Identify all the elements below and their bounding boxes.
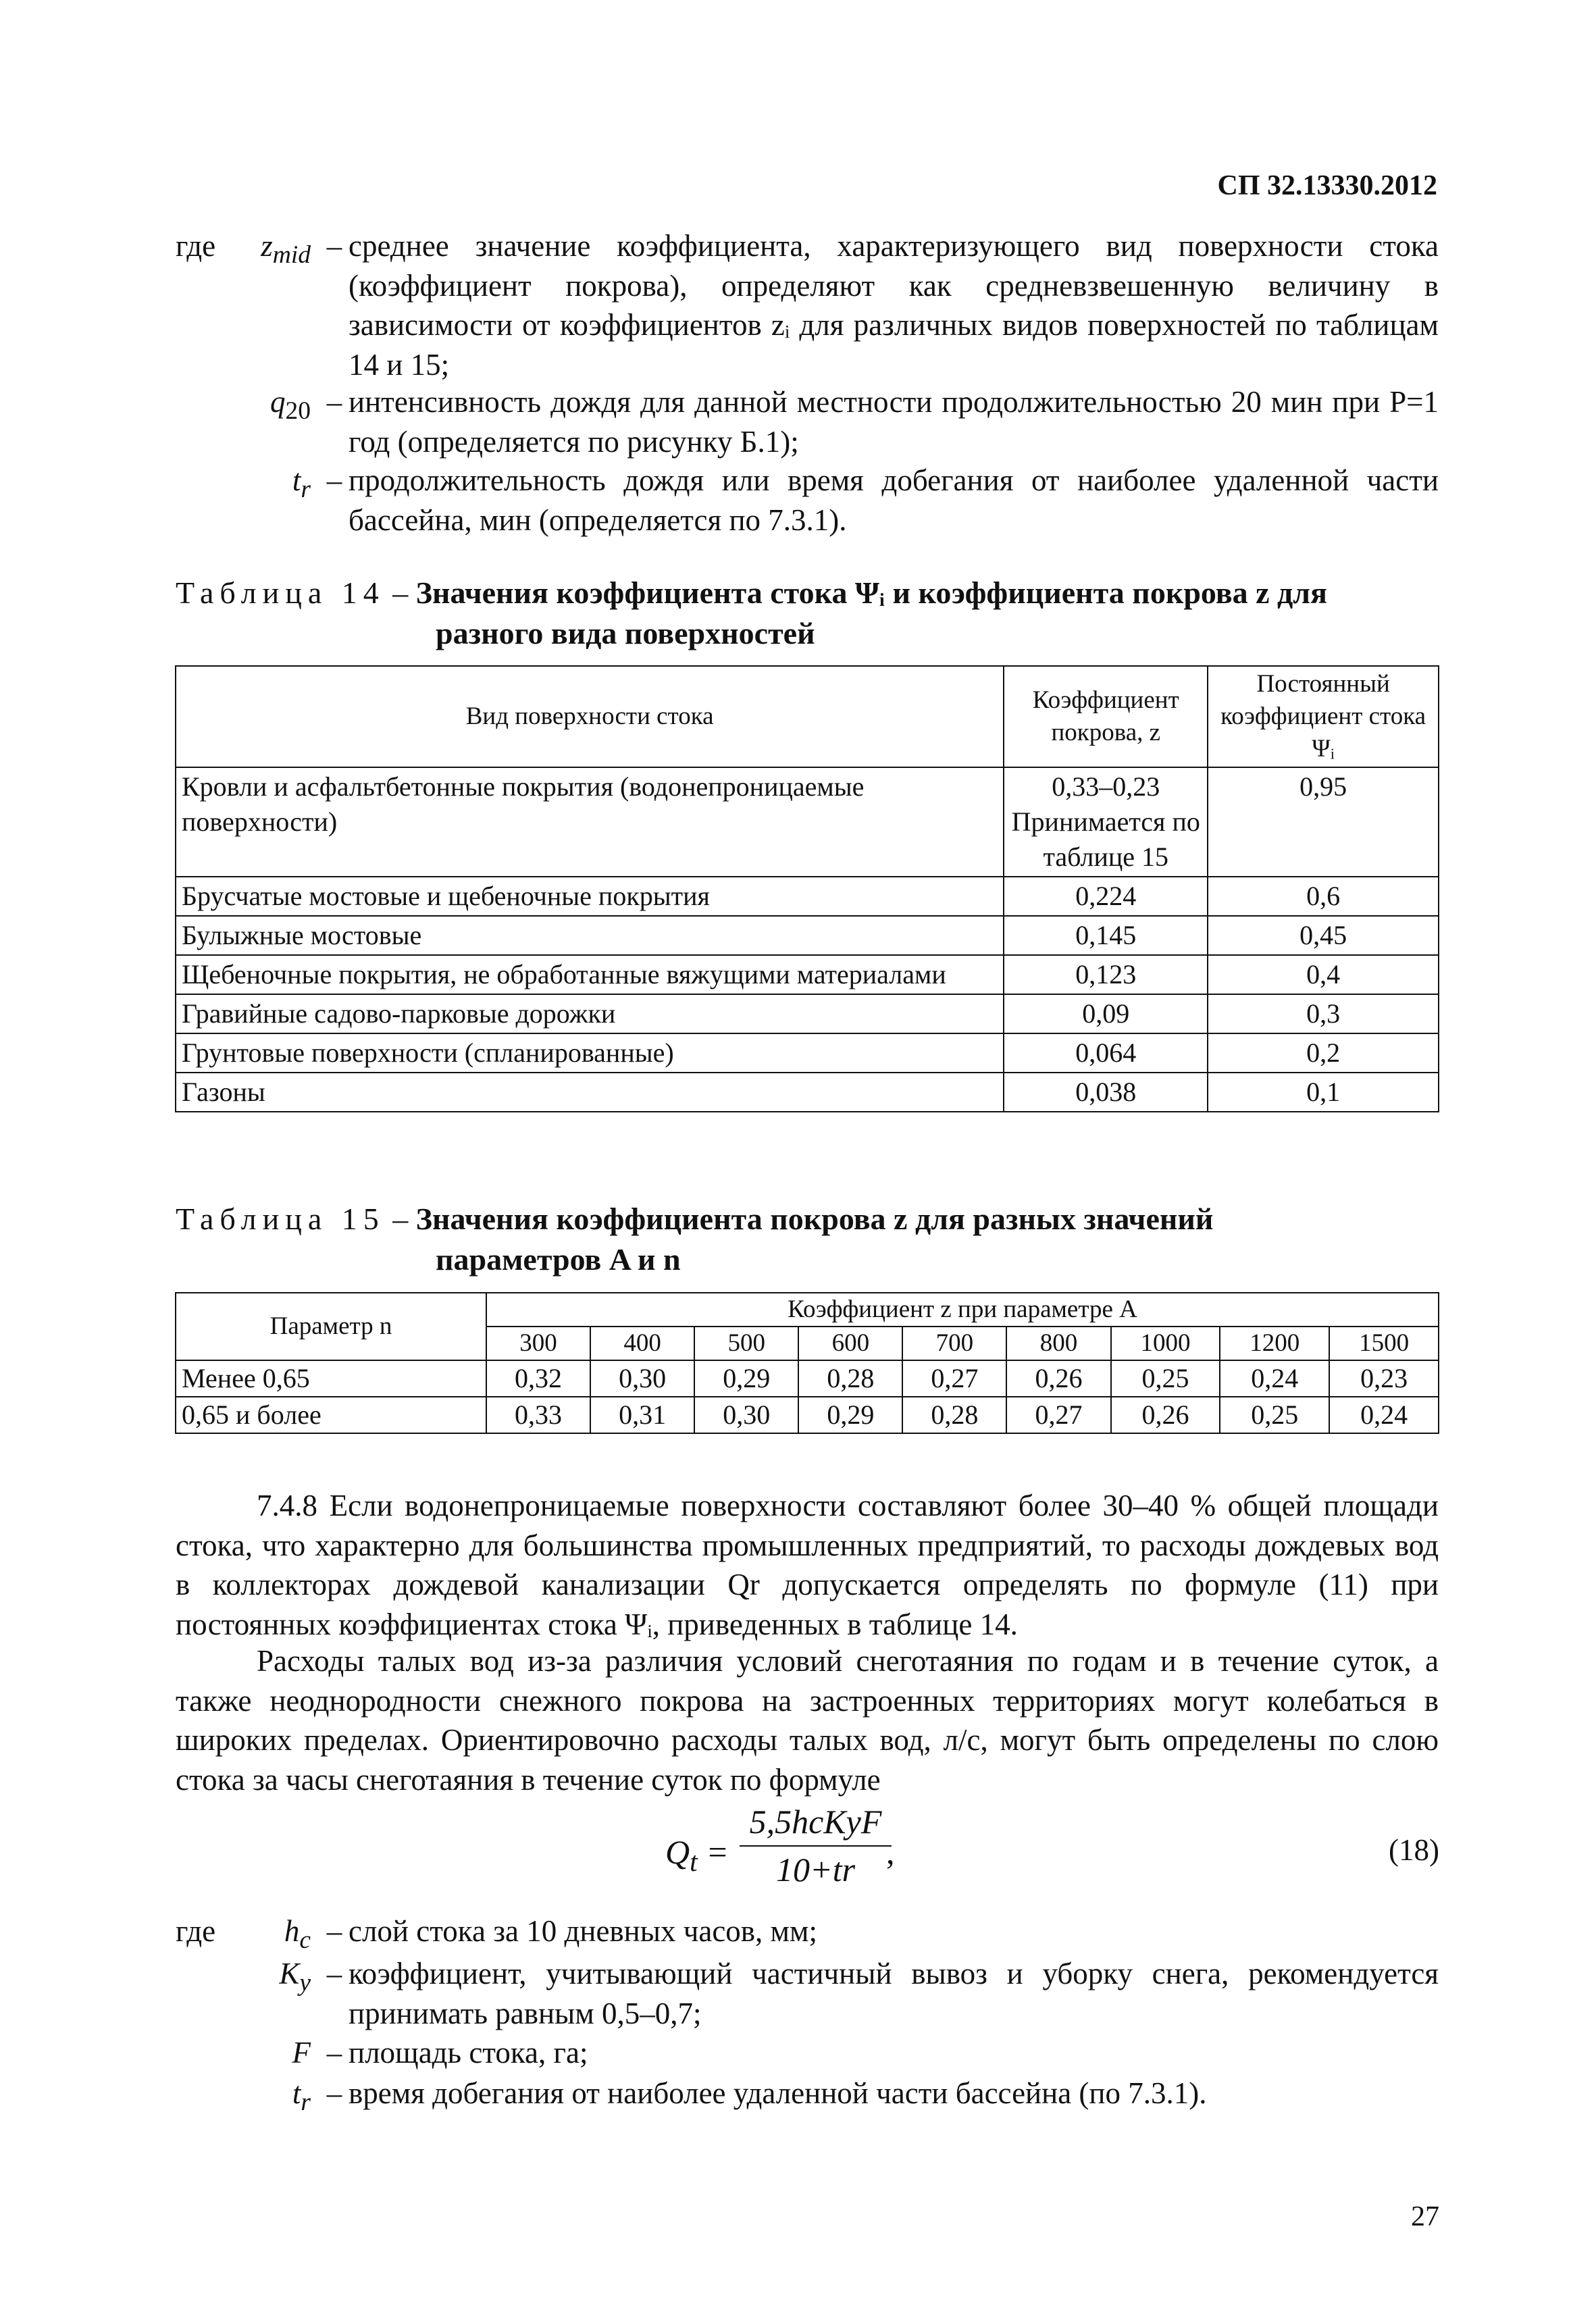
definition-q20: $q_{20}$ – интенсивность дождя для данной местности продолжительностью 20 мин при P=1 год (определяется по рисунку Б.1); [176,382,1439,461]
table14-row [176,767,1439,877]
definition-tr-2: $t_r$ – время добегания от наиболее удаленной части бассейна (по 7.3.1). [176,2074,1439,2119]
definition-f: F – площадь стока, га; [176,2033,1439,2073]
table15-header-a: 400 [590,1327,694,1360]
table15-header-a: 1000 [1111,1327,1220,1360]
table14-cell-psi: 0,6 [1208,877,1439,916]
definition-text: время добегания от наиболее удаленной части бассейна (по 7.3.1). [349,2076,1207,2110]
table14-cell-surface: Щебеночные покрытия, не обработанные вяжущими материалами [176,955,1004,994]
table15-header-a: 1200 [1220,1327,1329,1360]
table15-header-a: 700 [902,1327,1006,1360]
paragraph-7-4-8: 7.4.8 Если водонепроницаемые поверхности составляют более 30–40 % общей площади стока, что характерно для большинства промышленных предприятий, то расходы дождевых вод в коллекторах дождевой канализации Qr допускается определять по формуле (11) при постоянных коэффициентах стока Ψᵢ, приведенных в таблице 14. [176,1489,1439,1641]
table15-cell: 0,25 [1111,1360,1220,1397]
table14-row [176,1033,1439,1073]
definition-zmid: где $z_{mid}$ – среднее значение коэффициента, характеризующего вид поверхности стока (коэффициент покрова), определяют как средневзвешенную величину в зависимости от коэффициентов zᵢ для различных видов поверхностей по таблицам 14 и 15; [176,226,1439,384]
table15-cell: 0,28 [798,1360,902,1397]
table15-cell: 0,29 [798,1397,902,1433]
table15-header-a: 800 [1006,1327,1110,1360]
table14-cell-psi: 0,3 [1208,994,1439,1033]
table14-cell-z: 0,224 [1004,877,1208,916]
table14-row [176,877,1439,916]
table14-cell-z: 0,123 [1004,955,1208,994]
table14-cell-surface: Грунтовые поверхности (спланированные) [176,1033,1004,1073]
table14-cell-z: 0,09 [1004,994,1208,1033]
where-label: где [176,1914,216,1948]
formula-numerator: 5,5hcKyF [749,1803,882,1841]
table14-cell-psi: 0,4 [1208,955,1439,994]
page-number: 27 [1411,2201,1439,2232]
definition-text: среднее значение коэффициента, характеризующего вид поверхности стока (коэффициент покрова), определяют как средневзвешенную величину в зависимости от коэффициентов zᵢ для различных видов поверхностей по таблицам 14 и 15; [349,229,1439,382]
table15-cell: 0,30 [590,1360,694,1397]
table14-cell-surface: Булыжные мостовые [176,916,1004,955]
table14-cell-z: 0,33–0,23 Принимается по таблице 15 [1004,767,1208,877]
table14 [175,665,1439,1112]
table15 [175,1292,1439,1434]
table15-header-a: 300 [486,1327,590,1360]
definition-text: слой стока за 10 дневных часов, мм; [349,1914,818,1948]
table15-cell: 0,28 [902,1397,1006,1433]
table15-row-label: Менее 0,65 [176,1360,486,1397]
table15-header-param: Параметр n [176,1293,486,1360]
table14-cell-surface: Кровли и асфальтбетонные покрытия (водонепроницаемые поверхности) [176,767,1004,877]
paragraph-melt-water: Расходы талых вод из-за различия условий снеготаяния по годам и в течение суток, а также неоднородности снежного покрова на застроенных территориях могут колебаться в широких пределах. Ориентировочно расходы талых вод, л/с, могут быть определены по слою стока за часы снеготаяния в течение суток по формуле [176,1644,1439,1797]
table14-cell-z: 0,038 [1004,1073,1208,1112]
definition-ky: $K_y$ – коэффициент, учитывающий частичный вывоз и уборку снега, рекомендуется принимать равным 0,5–0,7; [176,1954,1439,2033]
document-code: СП 32.13330.2012 [1217,170,1437,201]
definition-hc: где $h_c$ – слой стока за 10 дневных часов, мм; [176,1911,1439,1957]
table15-cell: 0,32 [486,1360,590,1397]
table15-cell: 0,33 [486,1397,590,1433]
table14-cell-psi: 0,45 [1208,916,1439,955]
table14-cell-z: 0,145 [1004,916,1208,955]
table14-cell-psi: 0,2 [1208,1033,1439,1073]
formula-denominator: 10+tr [775,1851,856,1888]
table14-cell-z: 0,064 [1004,1033,1208,1073]
table15-cell: 0,27 [902,1360,1006,1397]
table15-cell: 0,29 [694,1360,798,1397]
formula-fraction [740,1800,892,1892]
table15-cell: 0,23 [1329,1360,1439,1397]
table14-header-surface: Вид поверхности стока [176,666,1004,767]
table14-cell-surface: Брусчатые мостовые и щебеночные покрытия [176,877,1004,916]
table15-cell: 0,31 [590,1397,694,1433]
definition-text: интенсивность дождя для данной местности продолжительностью 20 мин при P=1 год (определяется по рисунку Б.1); [349,385,1439,459]
table14-row [176,955,1439,994]
where-label: где [176,229,216,263]
table15-header-group: Коэффициент z при параметре A [486,1293,1439,1327]
table15-cell: 0,24 [1329,1397,1439,1433]
table14-row [176,1073,1439,1112]
table15-cell: 0,25 [1220,1397,1329,1433]
table15-header-a: 600 [798,1327,902,1360]
table15-cell: 0,26 [1111,1397,1220,1433]
table15-header-a: 1500 [1329,1327,1439,1360]
table15-header-a: 500 [694,1327,798,1360]
table15-row [176,1360,1439,1397]
table15-cell: 0,27 [1006,1397,1110,1433]
table15-cell: 0,30 [694,1397,798,1433]
table14-row [176,916,1439,955]
definition-text: площадь стока, га; [349,2036,588,2069]
formula-number: (18) [1389,1833,1439,1867]
table14-header-z: Коэффициент покрова, z [1004,666,1208,767]
table15-row [176,1397,1439,1433]
table15-cell: 0,26 [1006,1360,1110,1397]
table15-cell: 0,24 [1220,1360,1329,1397]
table15-row-label: 0,65 и более [176,1397,486,1433]
table14-cell-surface: Гравийные садово-парковые дорожки [176,994,1004,1033]
definition-text: продолжительность дождя или время добегания от наиболее удаленной части бассейна, мин (определяется по 7.3.1). [349,463,1439,537]
definition-tr: $t_r$ – продолжительность дождя или время добегания от наиболее удаленной части бассейна, мин (определяется по 7.3.1). [176,461,1439,540]
table15-caption: Таблица 15 – Значения коэффициента покрова z для разных значений параметров A и n [176,1202,1214,1277]
table14-row [176,994,1439,1033]
table14-cell-psi: 0,95 [1208,767,1439,877]
table14-caption: Таблица 14 – Значения коэффициента стока Ψᵢ и коэффициента покрова z для разного вида поверхностей [176,575,1327,650]
definition-text: коэффициент, учитывающий частичный вывоз и уборку снега, рекомендуется принимать равным 0,5–0,7; [349,1957,1439,2030]
table14-header-psi: Постоянный коэффициент стока Ψᵢ [1208,666,1439,767]
table14-cell-surface: Газоны [176,1073,1004,1112]
table14-cell-psi: 0,1 [1208,1073,1439,1112]
formula-lhs: $Q_t$ = [665,1833,729,1878]
formula-18: $Q_t$ = 5,5hcKyF 10+tr , (18) [0,1800,1596,1901]
